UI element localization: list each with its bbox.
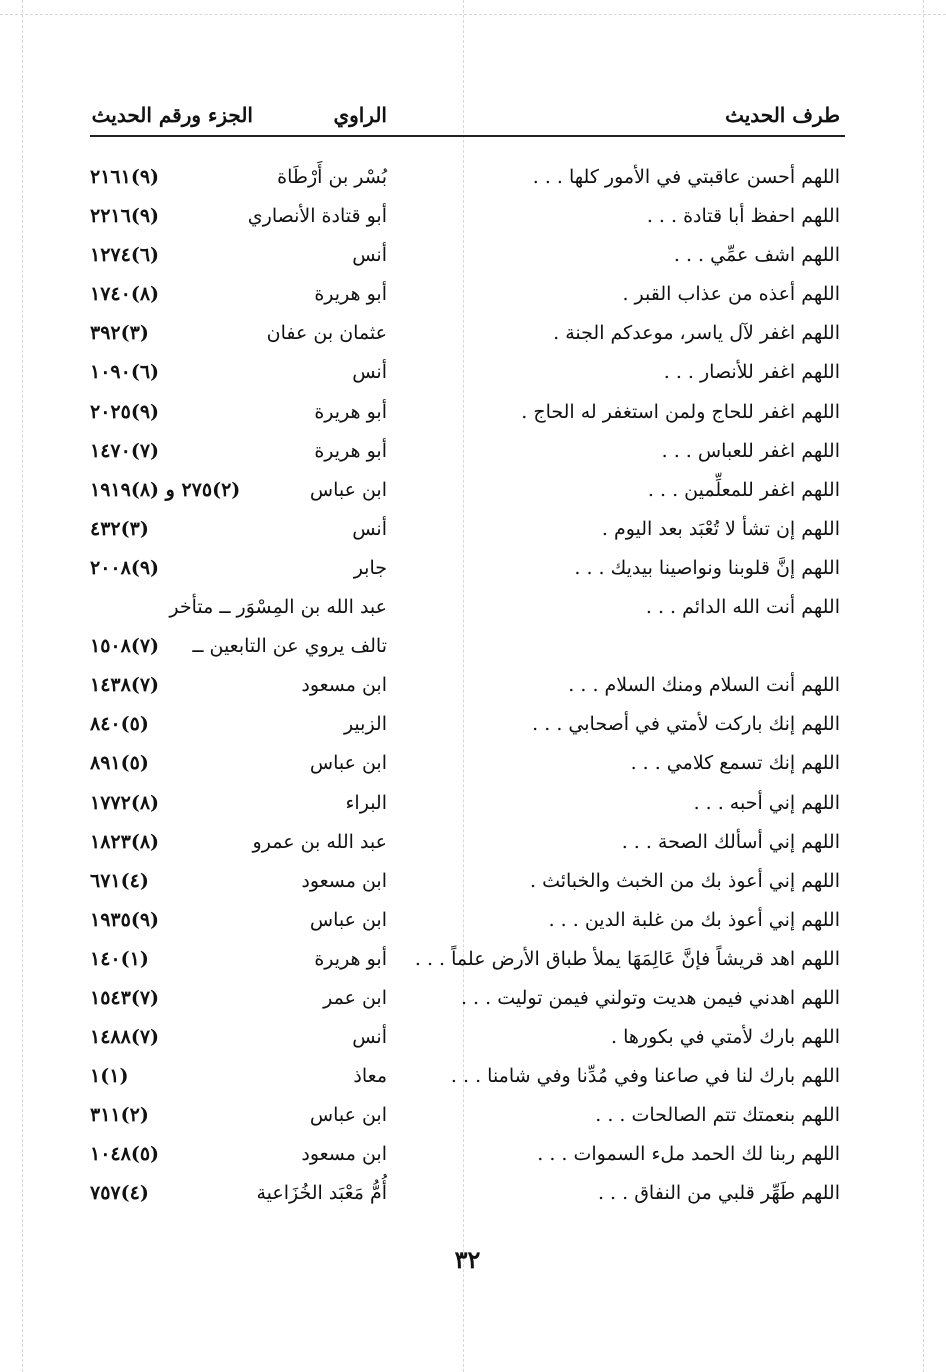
hadith-cell: اللهم اغفر للحاج ولمن استغفر له الحاج . <box>521 400 840 423</box>
reference-cell: (٨)١٧٧٢ <box>90 791 160 814</box>
table-row <box>90 512 845 551</box>
reference-cell: (٥)٨٤٠ <box>90 713 149 736</box>
table-header <box>90 95 845 135</box>
hadith-cell: اللهم إني أحبه . . . <box>693 791 840 814</box>
reference-cell: (٣)٣٩٢ <box>90 322 149 345</box>
reference-cell: (٣)٤٣٢ <box>90 517 149 540</box>
narrator-cell: ابن مسعود <box>301 674 387 697</box>
narrator-cell: معاذ <box>353 1065 387 1088</box>
hadith-cell: اللهم بارك لنا في صاعنا وفي مُدِّنا وفي شامنا . . . <box>450 1065 840 1088</box>
hadith-cell: اللهم اغفر للعباس . . . <box>661 439 840 462</box>
reference-cell: (٩)١٩٣٥ <box>90 908 160 931</box>
narrator-cell: أنس <box>352 244 387 267</box>
table-row <box>90 473 845 512</box>
table-row <box>90 903 845 942</box>
table-row <box>90 668 845 707</box>
hadith-cell: اللهم ربنا لك الحمد ملء السموات . . . <box>537 1143 840 1166</box>
narrator-cell: عثمان بن عفان <box>266 322 387 345</box>
table-row <box>90 786 845 825</box>
table-row <box>90 981 845 1020</box>
hadith-cell: اللهم اغفر للأنصار . . . <box>663 361 840 384</box>
reference-cell: (٩)٢١٦١ <box>90 166 160 188</box>
table-row <box>90 238 845 277</box>
narrator-cell: ابن عباس <box>309 1104 387 1127</box>
hadith-cell: اللهم اشف عمِّي . . . <box>673 244 840 267</box>
narrator-cell: أبو هريرة <box>314 439 387 462</box>
reference-cell: (٢)٢٧٥ و (٨)١٩١٩ <box>90 478 241 501</box>
table-row <box>90 160 845 199</box>
hadith-cell: اللهم أنت الله الدائم . . . <box>645 596 840 619</box>
reference-cell: (١)١ <box>90 1065 129 1088</box>
table-row <box>90 395 845 434</box>
narrator-cell: جابر <box>353 556 387 579</box>
narrator-cell: أبو هريرة <box>314 283 387 306</box>
reference-cell: (٧)١٤٨٨ <box>90 1026 160 1049</box>
table-row <box>90 629 845 668</box>
table-row <box>90 434 845 473</box>
narrator-cell: أُمُّ مَعْبَد الخُزَاعية <box>256 1182 387 1205</box>
hadith-cell: اللهم إن تشأ لا تُعْبَد بعد اليوم . <box>601 517 840 540</box>
hadith-cell: اللهم طَهِّر قلبي من النفاق . . . <box>597 1182 840 1205</box>
reference-cell: (٢)٣١١ <box>90 1104 149 1127</box>
reference-cell: (٩)٢٠٢٥ <box>90 400 160 423</box>
narrator-cell: الزبير <box>343 713 387 736</box>
table-row <box>90 590 845 629</box>
table-row <box>90 316 845 355</box>
narrator-cell: عبد الله بن المِسْوَر ــ متأخر <box>169 596 387 619</box>
reference-cell: (٧)١٥٠٨ <box>90 635 160 658</box>
reference-cell: (٤)٧٥٧ <box>90 1182 149 1205</box>
table-row <box>90 1098 845 1137</box>
hadith-cell: اللهم أحسن عاقبتي في الأمور كلها . . . <box>532 166 840 188</box>
table-row <box>90 1020 845 1059</box>
table-row <box>90 825 845 864</box>
narrator-cell: بُسْر بن أَرْطَاة <box>277 166 387 188</box>
narrator-cell: تالف يروي عن التابعين ــ <box>192 635 387 658</box>
reference-cell: (٦)١٠٩٠ <box>90 361 160 384</box>
narrator-cell: ابن عباس <box>309 908 387 931</box>
reference-cell: (٦)١٢٧٤ <box>90 244 160 267</box>
table-row <box>90 707 845 746</box>
page-number: ٣٢ <box>454 1245 481 1274</box>
table-row <box>90 1059 845 1098</box>
reference-cell: (٨)١٧٤٠ <box>90 283 160 306</box>
narrator-cell: أبو هريرة <box>314 400 387 423</box>
hadith-cell: اللهم اهدني فيمن هديت وتولني فيمن توليت . . . <box>460 986 840 1009</box>
narrator-cell: ابن عمر <box>323 986 387 1009</box>
hadith-cell: اللهم احفظ أبا قتادة . . . <box>646 205 840 228</box>
hadith-index-table <box>90 160 845 1216</box>
hadith-cell: اللهم أنت السلام ومنك السلام . . . <box>568 674 840 697</box>
table-row <box>90 1176 845 1215</box>
hadith-cell: اللهم اغفر لآل ياسر، موعدكم الجنة . <box>553 322 840 345</box>
hadith-cell: اللهم إني أعوذ بك من غلبة الدين . . . <box>548 908 840 931</box>
hadith-cell: اللهم اغفر للمعلِّمين . . . <box>647 478 840 501</box>
table-row <box>90 199 845 238</box>
hadith-cell: اللهم بنعمتك تتم الصالحات . . . <box>595 1104 840 1127</box>
reference-cell: (٧)١٤٣٨ <box>90 674 160 697</box>
reference-cell: (٨)١٨٢٣ <box>90 830 160 853</box>
narrator-cell: أبو هريرة <box>314 947 387 970</box>
scan-guide-line <box>0 14 946 15</box>
reference-cell: (٩)٢٠٠٨ <box>90 556 160 579</box>
header-hadith: طرف الحديث <box>725 103 840 127</box>
scan-guide-line <box>22 0 23 1372</box>
index-page <box>90 95 845 1345</box>
header-narrator: الراوي <box>333 103 387 127</box>
narrator-cell: أبو قتادة الأنصاري <box>247 205 387 228</box>
table-row <box>90 864 845 903</box>
hadith-cell: اللهم إني أسألك الصحة . . . <box>621 830 840 853</box>
hadith-cell: اللهم اهد قريشاً فإنَّ عَالِمَهَا يملأ طباق الأرض علماً . . . <box>414 947 840 970</box>
table-row <box>90 942 845 981</box>
reference-cell: (٩)٢٢١٦ <box>90 205 160 228</box>
narrator-cell: أنس <box>352 517 387 540</box>
table-row <box>90 277 845 316</box>
header-reference: الجزء ورقم الحديث <box>91 103 253 127</box>
reference-cell: (١)١٤٠ <box>90 947 149 970</box>
table-row <box>90 1137 845 1176</box>
reference-cell: (٥)٨٩١ <box>90 752 149 775</box>
hadith-cell: اللهم إنك تسمع كلامي . . . <box>630 752 840 775</box>
hadith-cell: اللهم أعذه من عذاب القبر . <box>622 283 840 306</box>
narrator-cell: البراء <box>345 791 387 814</box>
scan-guide-line <box>923 0 924 1372</box>
reference-cell: (٧)١٥٤٣ <box>90 986 160 1009</box>
table-row <box>90 355 845 394</box>
narrator-cell: أنس <box>352 361 387 384</box>
hadith-cell: اللهم إنَّ قلوبنا ونواصينا بيديك . . . <box>574 556 840 579</box>
header-rule <box>90 135 845 137</box>
narrator-cell: ابن مسعود <box>301 869 387 892</box>
table-row <box>90 746 845 785</box>
table-row <box>90 551 845 590</box>
narrator-cell: ابن عباس <box>309 752 387 775</box>
reference-cell: (٥)١٠٤٨ <box>90 1143 160 1166</box>
narrator-cell: ابن مسعود <box>301 1143 387 1166</box>
reference-cell: (٧)١٤٧٠ <box>90 439 160 462</box>
reference-cell: (٤)٦٧١ <box>90 869 149 892</box>
narrator-cell: عبد الله بن عمرو <box>252 830 387 853</box>
hadith-cell: اللهم إني أعوذ بك من الخبث والخبائث . <box>529 869 840 892</box>
narrator-cell: ابن عباس <box>309 478 387 501</box>
hadith-cell: اللهم إنك باركت لأمتي في أصحابي . . . <box>532 713 840 736</box>
hadith-cell: اللهم بارك لأمتي في بكورها . <box>611 1026 840 1049</box>
narrator-cell: أنس <box>352 1026 387 1049</box>
